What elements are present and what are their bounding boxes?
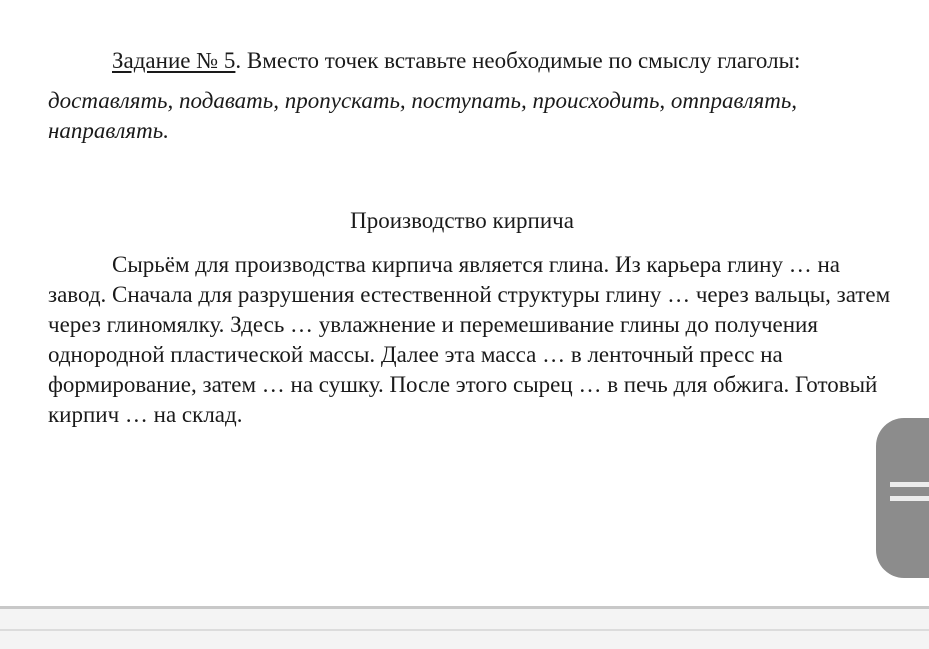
drag-handle-icon <box>890 482 929 510</box>
task-instruction: . Вместо точек вставьте необходимые по смыслу глаголы: <box>235 48 801 73</box>
side-scroll-handle[interactable] <box>876 418 929 578</box>
text-title: Производство кирпича <box>350 208 574 233</box>
bottom-divider <box>0 629 929 631</box>
bottom-bar <box>0 606 929 649</box>
verb-list: доставлять, подавать, пропускать, поступать, происходить, отправлять, направлять. <box>48 88 798 143</box>
text-body: Сырьём для производства кирпича является глина. Из карьера глину … на завод. Сначала для разрушения естественной структуры глину … через вальцы, затем через глиномялку. Здесь … увлажнение и перемешивание глины до получения однородной пластической массы. Далее эта масса … в ленточный пресс на формирование, затем … на сушку. После этого сырец … в печь для обжига. Готовый кирпич … на склад. <box>48 252 891 427</box>
task-heading <box>48 44 888 78</box>
task-label: Задание № 5 <box>112 48 236 73</box>
document-page <box>48 44 891 430</box>
